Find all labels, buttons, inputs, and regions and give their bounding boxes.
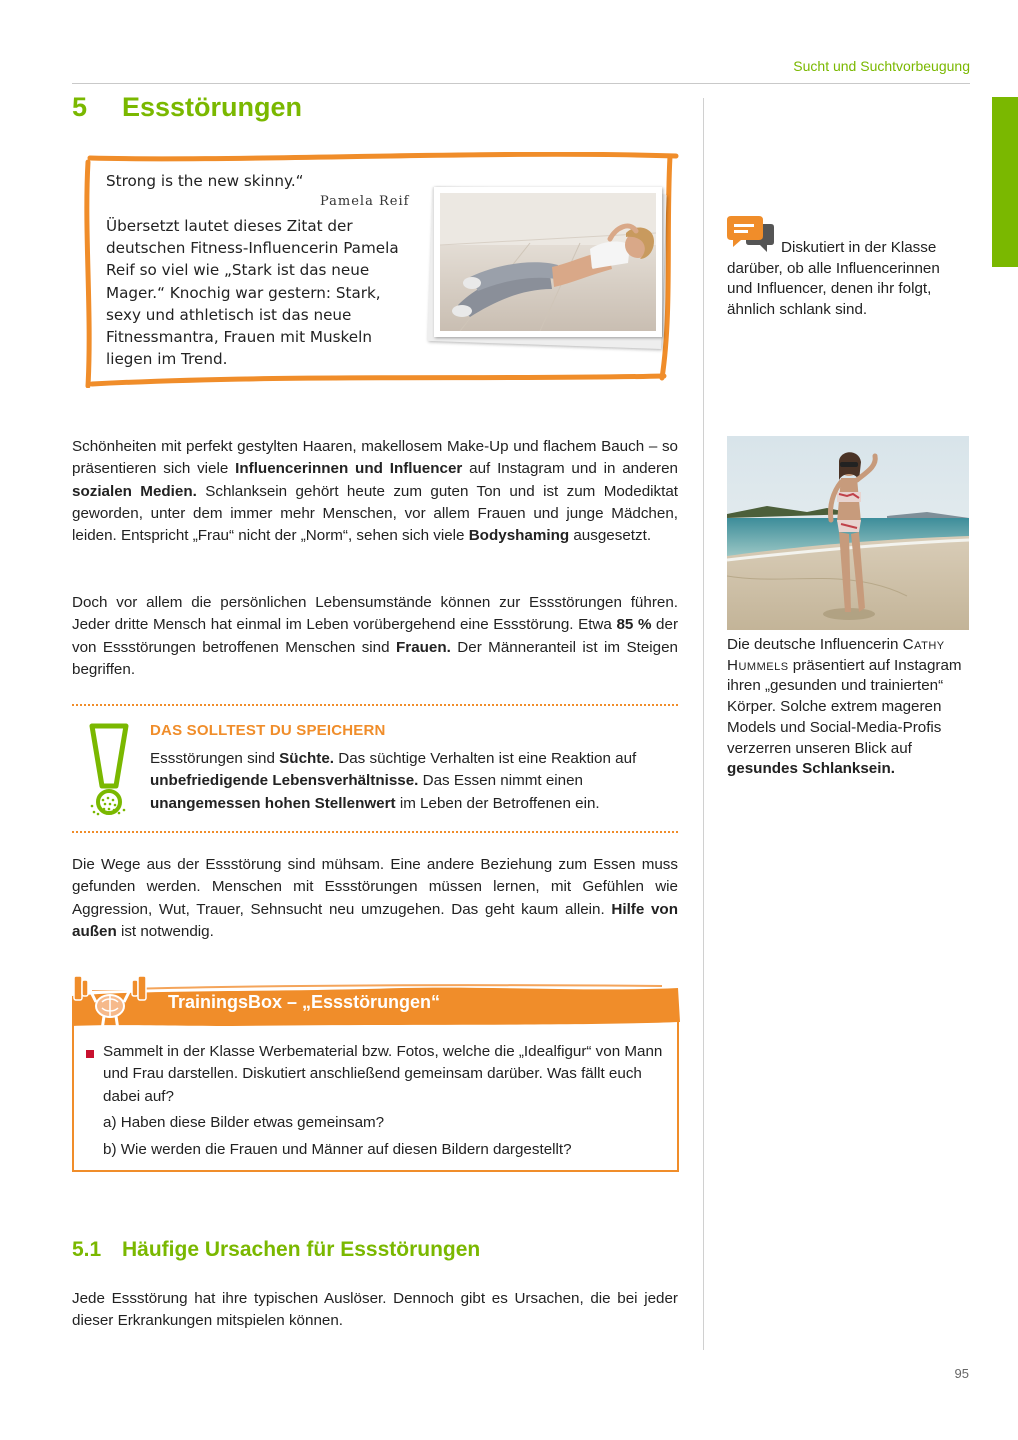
chapter-title (72, 92, 302, 123)
memo-text-e: im Leben der Betroffenen ein. (395, 794, 600, 812)
p1-text-e: ausgesetzt. (569, 527, 652, 545)
p2-text-d: Der Männeranteil ist im Steigen begriffen. (72, 638, 678, 678)
training-question-a: a) Haben diese Bilder etwas gemeinsam? (103, 1114, 385, 1131)
memo-bold-addiction: Süchte. (279, 750, 335, 767)
memo-text-c: Das süchtige Verhalten ist eine Reaktion auf (334, 750, 637, 767)
section-title-text: Häufige Ursachen für Essstörungen (122, 1238, 481, 1261)
paragraph-4: Jede Essstörung hat ihre typischen Auslöser. Dennoch gibt es Ursachen, die bei jeder dieser Erkrankungen mitspielen können. (72, 1290, 678, 1330)
paragraph-3 (72, 854, 678, 943)
exclamation-icon (84, 722, 134, 818)
memo-bold-circumstances: unbefriedigende Lebensverhältnisse. (150, 772, 419, 790)
caption-text-b: präsentiert auf Instagram ihren „gesunden und trainierten“ Körper. Solche extrem mageren Models und Social-Media-Profis verzerren unseren Blick auf (727, 656, 962, 757)
quote-body: Übersetzt lautet dieses Zitat der deutschen Fitness-Influencerin Pamela Reif so viel wie „Stark ist das neue Mager.“ Knochig war gestern: Stark, sexy und athletisch ist das neue Fitnessmantra, Frauen mit Muskeln liegen im Trend. (106, 217, 399, 369)
caption-text-a: Die deutsche Influencerin (727, 636, 903, 653)
quote-first-line: Strong is the new skinny.“ (106, 172, 304, 190)
page-number: 95 (954, 1366, 969, 1381)
paragraph-2 (72, 592, 678, 681)
header-rule (72, 83, 970, 84)
photo-pamela-reif (430, 187, 668, 347)
training-task: Sammelt in der Klasse Werbematerial bzw. Fotos, welche die „Idealfigur“ von Mann und Frau darstellen. Diskutiert anschließend gemeinsam darüber. Was fällt euch dabei auf? (103, 1043, 663, 1105)
section-title (72, 1238, 480, 1262)
p2-text-a: Doch vor allem die persönlichen Lebensumstände können zur Essstörungen führen. Jeder dritte Mensch hat einmal im Leben vorübergehend eine Essstörung. Etwa (72, 594, 678, 634)
photo-card (434, 187, 662, 337)
chapter-title-text: Essstörungen (122, 92, 303, 122)
p1-text-a: Schönheiten mit perfekt gestylten Haaren, makellosem Make-Up und flachem Bauch – so präsentieren sich viele (72, 438, 678, 478)
memo-bottom-rule (72, 831, 678, 833)
memo-text-d: Das Essen nimmt einen (418, 772, 583, 790)
photo-cathy-hummels (727, 436, 969, 630)
p3-text-c: ist notwendig. (116, 922, 214, 940)
p1-bold-influencer: Influencerinnen und Influencer (235, 460, 463, 478)
quote-line (106, 170, 416, 192)
training-question-b: b) Wie werden die Frauen und Männer auf diesen Bildern dargestellt? (103, 1141, 572, 1158)
column-divider (703, 98, 704, 1350)
p2-bold-women: Frauen. (396, 638, 451, 656)
running-header: Sucht und Suchtvorbeugung (793, 58, 970, 74)
p3-text-a: Die Wege aus der Essstörung sind mühsam. Eine andere Beziehung zum Essen muss gefunden werden. Menschen mit Essstörungen müssen lernen, mit Gefühlen wie Aggression, Wut, Trauer, Sehnsucht neu umzugehen. Das geht kaum allein. (72, 856, 678, 918)
memo-title: DAS SOLLTEST DU SPEICHERN (150, 722, 386, 739)
p2-text-c: der von Essstörungen betroffenen Menschen sind (72, 616, 678, 656)
memo-text (150, 748, 660, 815)
p2-bold-percent: 85 % (616, 616, 652, 634)
section-number: 5.1 (72, 1238, 102, 1261)
chapter-tab-marker (992, 97, 1018, 267)
p1-bold-bodyshaming: Bodyshaming (468, 527, 570, 545)
paragraph-1 (72, 436, 678, 547)
caption-name: Cathy Hummels (727, 636, 945, 674)
memo-bold-importance: unangemessen hohen Stellenwert (150, 794, 396, 812)
quote-author: Pamela Reif (320, 194, 410, 209)
sidebar-discussion-prompt: Diskutiert in der Klasse darüber, ob alle Influencerinnen und Influencer, denen ihr folgt, ähnlich schlank sind. (727, 239, 940, 319)
p1-bold-social-media: sozialen Medien. (72, 482, 197, 500)
p1-text-c: auf Instagram und in anderen (462, 460, 678, 478)
sidebar-photo-caption (727, 635, 969, 780)
chapter-number: 5 (72, 92, 88, 122)
caption-bold: gesundes Schlanksein. (727, 760, 895, 778)
training-title: TrainingsBox – „Essstörungen“ (168, 992, 441, 1012)
p1-text-d: Schlanksein gehört heute zum guten Ton und ist zum Modediktat geworden, unter dem immer mehr Menschen, vor allem Frauen und junge Mädchen, leiden. Entspricht „Frau“ nicht der „Norm“, sehen sich viele (72, 482, 678, 545)
square-bullet-icon (86, 1050, 94, 1058)
p3-bold-help: Hilfe von außen (72, 900, 678, 940)
memo-top-rule (72, 704, 678, 706)
memo-text-a: Essstörungen sind (150, 750, 280, 767)
